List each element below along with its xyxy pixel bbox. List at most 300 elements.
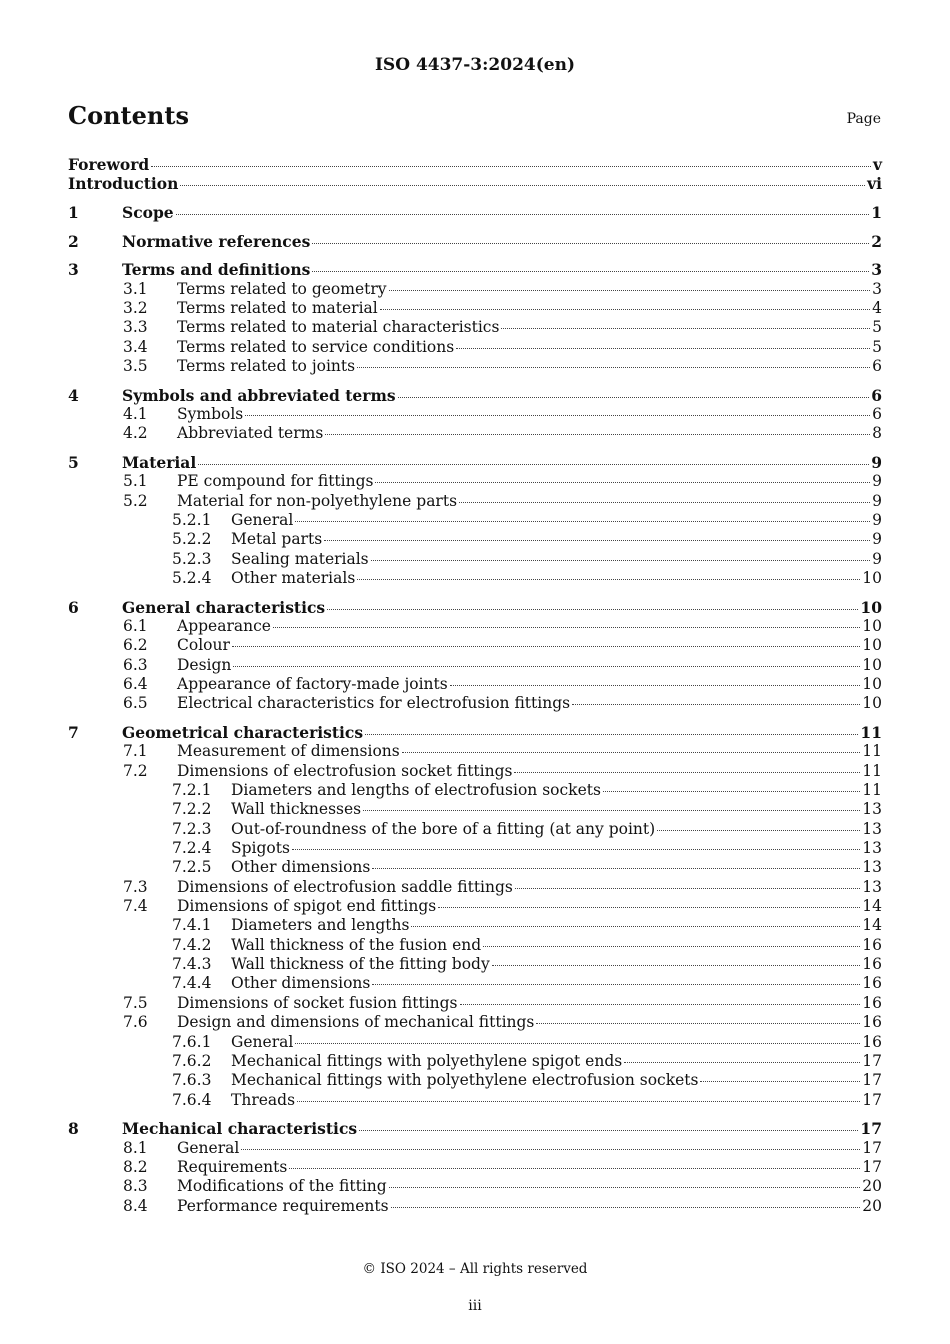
toc-entry-line: [231, 974, 882, 993]
toc-entry-title: Symbols and abbreviated terms: [122, 385, 396, 405]
toc-entry-page: 20: [862, 1196, 882, 1215]
toc-entry-line: [231, 839, 882, 858]
toc-dot-leader: [459, 502, 870, 503]
toc-entry-number: 3.5: [123, 356, 148, 375]
toc-entry[interactable]: [68, 597, 882, 616]
toc-entry-title: Symbols: [177, 404, 244, 423]
toc-entry-line: [68, 155, 882, 174]
toc-entry-title: Wall thickness of the fusion end: [231, 935, 482, 954]
toc-entry[interactable]: [68, 337, 882, 356]
toc-entry-number: 8.1: [123, 1138, 148, 1157]
toc-entry[interactable]: [68, 993, 882, 1012]
toc-dot-leader: [572, 704, 860, 705]
toc-dot-leader: [324, 540, 870, 541]
toc-entry[interactable]: [68, 317, 882, 336]
toc-entry-number: 5.1: [123, 472, 148, 491]
toc-entry[interactable]: [68, 1090, 882, 1109]
toc-entry-title: Dimensions of spigot end fittings: [177, 897, 437, 916]
toc-entry-line: [231, 530, 882, 549]
footer-page-number: iii: [468, 1298, 482, 1314]
toc-entry-page: 5: [872, 337, 882, 356]
toc-dot-leader: [536, 1023, 860, 1024]
toc-dot-leader: [389, 1187, 861, 1188]
toc-entry[interactable]: [68, 452, 882, 471]
contents-title: Contents: [68, 101, 189, 130]
toc-entry-number: 7.6: [123, 1013, 148, 1032]
toc-entry-line: [122, 203, 882, 222]
document-id-header: ISO 4437-3:2024(en): [374, 55, 575, 75]
toc-dot-leader: [492, 965, 861, 966]
toc-entry-page: 9: [872, 549, 882, 568]
toc-entry-title: Abbreviated terms: [177, 424, 324, 443]
toc-entry-page: 13: [862, 877, 882, 896]
toc-entry-line: [231, 569, 882, 588]
toc-dot-leader: [295, 1043, 860, 1044]
toc-entry-line: [177, 1139, 882, 1158]
toc-entry-page: 9: [872, 510, 882, 529]
toc-entry-title: Design: [177, 655, 232, 674]
toc-dot-leader: [375, 482, 870, 483]
toc-entry-title: Diameters and lengths: [231, 916, 410, 935]
toc-entry[interactable]: [68, 877, 882, 896]
toc-entry[interactable]: [68, 1157, 882, 1176]
toc-entry-title: Colour: [177, 636, 230, 655]
toc-dot-leader: [292, 849, 860, 850]
toc-entry-number: 7.6.4: [172, 1090, 212, 1109]
toc-entry-page: 8: [872, 424, 882, 443]
toc-entry-line: [177, 405, 882, 424]
toc-entry-line: [231, 800, 882, 819]
toc-entry-page: 10: [862, 694, 882, 713]
toc-entry-line: [177, 878, 882, 897]
toc-entry[interactable]: [68, 1196, 882, 1215]
toc-entry[interactable]: [68, 954, 882, 973]
table-of-contents: [68, 154, 882, 1215]
toc-entry-page: 14: [862, 916, 882, 935]
toc-entry-line: [122, 260, 882, 279]
toc-entry-title: Wall thicknesses: [231, 800, 362, 819]
toc-dot-leader: [438, 907, 860, 908]
toc-entry[interactable]: [68, 202, 882, 221]
toc-entry-title: Dimensions of electrofusion saddle fittings: [177, 877, 513, 896]
toc-entry-title: General: [231, 510, 294, 529]
toc-entry-page: 16: [862, 955, 882, 974]
toc-entry[interactable]: [68, 529, 882, 548]
toc-entry-page: 17: [862, 1157, 882, 1176]
toc-entry-page: 11: [862, 742, 882, 761]
toc-entry-number: 1: [68, 202, 79, 222]
toc-entry-number: 4.2: [123, 424, 148, 443]
toc-entry-line: [177, 299, 882, 318]
toc-entry-number: 5.2.2: [172, 530, 212, 549]
toc-dot-leader: [411, 926, 860, 927]
toc-entry-number: 7.2.2: [172, 800, 212, 819]
toc-entry[interactable]: [68, 471, 882, 490]
toc-entry-number: 3.2: [123, 298, 148, 317]
toc-entry[interactable]: [68, 1012, 882, 1031]
page-column-label: Page: [846, 111, 881, 127]
toc-entry-page: 16: [862, 1013, 882, 1032]
toc-entry[interactable]: [68, 154, 882, 173]
toc-entry[interactable]: [68, 404, 882, 423]
toc-entry-page: 10: [860, 597, 882, 617]
toc-entry-title: Material for non-polyethylene parts: [177, 491, 458, 510]
toc-entry-page: 9: [872, 472, 882, 491]
toc-entry-title: Dimensions of socket fusion fittings: [177, 993, 458, 1012]
toc-entry-title: Scope: [122, 202, 174, 222]
toc-entry[interactable]: [68, 838, 882, 857]
toc-dot-leader: [327, 609, 858, 610]
toc-entry-title: Appearance: [177, 617, 271, 635]
toc-entry-title: Terms and definitions: [122, 260, 311, 280]
toc-dot-leader: [483, 946, 860, 947]
footer-copyright: © ISO 2024 – All rights reserved: [362, 1261, 588, 1277]
toc-entry-page: vi: [867, 174, 882, 194]
toc-dot-leader: [514, 772, 860, 773]
toc-entry-number: 8.3: [123, 1177, 148, 1196]
toc-entry-title: Appearance of factory-made joints: [177, 675, 448, 694]
toc-entry-title: Spigots: [231, 839, 290, 858]
toc-entry[interactable]: [68, 616, 882, 635]
toc-entry-line: [68, 174, 882, 193]
toc-dot-leader: [233, 666, 860, 667]
toc-entry-page: 17: [862, 1071, 882, 1090]
toc-entry-title: Electrical characteristics for electrofusion fittings: [177, 694, 571, 713]
toc-entry-number: 7.2: [123, 761, 148, 780]
toc-entry-page: 6: [871, 385, 882, 405]
toc-entry-number: 2: [68, 231, 79, 251]
toc-entry-page: 6: [872, 404, 882, 423]
toc-entry-number: 7.4.3: [172, 955, 212, 974]
toc-entry-line: [231, 781, 882, 800]
toc-dot-leader: [357, 367, 870, 368]
toc-dot-leader: [312, 243, 869, 244]
toc-dot-leader: [398, 397, 870, 398]
toc-entry-number: 3.4: [123, 337, 148, 356]
toc-entry-title: Other materials: [231, 569, 356, 588]
toc-entry-page: 16: [862, 974, 882, 993]
toc-entry[interactable]: [68, 510, 882, 529]
toc-entry-line: [231, 1091, 882, 1110]
toc-entry-number: 5: [68, 452, 79, 472]
toc-entry-title: Terms related to geometry: [177, 279, 387, 298]
toc-entry-line: [231, 916, 882, 935]
toc-entry-line: [231, 511, 882, 530]
toc-entry[interactable]: [68, 935, 882, 954]
toc-entry-number: 6.5: [123, 694, 148, 713]
toc-entry-number: 3.1: [123, 279, 148, 298]
toc-entry[interactable]: [68, 1032, 882, 1051]
toc-entry[interactable]: [68, 635, 882, 654]
toc-entry-number: 3.3: [123, 318, 148, 337]
toc-entry-title: Mechanical characteristics: [122, 1119, 358, 1139]
toc-dot-leader: [232, 646, 860, 647]
toc-entry-line: [177, 424, 882, 443]
toc-entry-number: 8.4: [123, 1196, 148, 1215]
toc-entry-page: 11: [860, 723, 882, 743]
toc-entry-number: 7.6.3: [172, 1071, 212, 1090]
toc-dot-leader: [501, 328, 870, 329]
toc-entry-title: Normative references: [122, 231, 311, 251]
toc-dot-leader: [624, 1062, 860, 1063]
toc-entry-title: Introduction: [68, 174, 179, 194]
toc-entry[interactable]: [68, 356, 882, 375]
toc-entry-number: 4.1: [123, 404, 148, 423]
toc-dot-leader: [245, 415, 870, 416]
toc-entry-line: [177, 617, 882, 636]
toc-entry-number: 7.4: [123, 897, 148, 916]
toc-dot-leader: [389, 290, 871, 291]
toc-entry-page: 16: [862, 993, 882, 1012]
toc-dot-leader: [380, 309, 870, 310]
toc-entry-number: 7.4.2: [172, 935, 212, 954]
toc-entry[interactable]: [68, 298, 882, 317]
toc-entry-line: [177, 1177, 882, 1196]
toc-entry-page: 9: [872, 530, 882, 549]
toc-dot-leader: [198, 464, 869, 465]
toc-entry-number: 5.2: [123, 491, 148, 510]
toc-entry[interactable]: [68, 1118, 882, 1137]
toc-entry-title: Metal parts: [231, 530, 323, 549]
toc-entry-title: Material: [122, 452, 197, 472]
toc-dot-leader: [241, 1149, 860, 1150]
toc-entry-number: 7: [68, 723, 79, 743]
toc-entry-page: 13: [862, 858, 882, 877]
toc-entry-page: 17: [860, 1119, 882, 1139]
toc-entry-line: [231, 858, 882, 877]
toc-entry-line: [231, 550, 882, 569]
toc-entry[interactable]: [68, 1051, 882, 1070]
toc-entry-number: 7.3: [123, 877, 148, 896]
toc-entry-number: 3: [68, 260, 79, 280]
toc-entry-title: Terms related to service conditions: [177, 337, 455, 356]
toc-entry-page: 2: [871, 231, 882, 251]
toc-entry-number: 7.1: [123, 742, 148, 761]
toc-entry[interactable]: [68, 549, 882, 568]
toc-entry-line: [177, 742, 882, 761]
toc-dot-leader: [372, 984, 860, 985]
toc-entry-line: [177, 318, 882, 337]
toc-entry-line: [177, 897, 882, 916]
toc-entry-page: 10: [862, 675, 882, 694]
toc-entry[interactable]: [68, 799, 882, 818]
toc-entry-line: [231, 936, 882, 955]
toc-entry-number: 7.6.1: [172, 1032, 212, 1051]
toc-entry[interactable]: [68, 674, 882, 693]
toc-entry[interactable]: [68, 973, 882, 992]
toc-entry[interactable]: [68, 1138, 882, 1157]
toc-entry-line: [122, 598, 882, 617]
toc-entry-number: 7.4.4: [172, 974, 212, 993]
toc-entry-title: Dimensions of electrofusion socket fittings: [177, 761, 513, 780]
toc-dot-leader: [391, 1207, 861, 1208]
toc-dot-leader: [515, 888, 860, 889]
toc-entry-line: [122, 723, 882, 742]
toc-entry-title: General: [231, 1032, 294, 1051]
toc-entry[interactable]: [68, 1070, 882, 1089]
toc-entry-number: 5.2.1: [172, 510, 212, 529]
toc-entry-page: 11: [862, 761, 882, 780]
toc-entry-page: 9: [871, 452, 882, 472]
toc-entry-number: 6.2: [123, 636, 148, 655]
toc-entry-page: 1: [871, 202, 882, 222]
toc-entry-title: Performance requirements: [177, 1196, 389, 1215]
toc-entry-page: 10: [862, 655, 882, 674]
toc-entry-line: [122, 386, 882, 405]
toc-entry[interactable]: [68, 385, 882, 404]
toc-entry-title: Other dimensions: [231, 858, 371, 877]
toc-entry-number: 7.2.1: [172, 781, 212, 800]
toc-entry-title: Foreword: [68, 155, 150, 174]
toc-entry[interactable]: [68, 915, 882, 934]
toc-entry[interactable]: [68, 259, 882, 278]
toc-entry[interactable]: [68, 491, 882, 510]
toc-entry-line: [177, 472, 882, 491]
toc-entry-title: Modifications of the fitting: [177, 1177, 387, 1196]
toc-entry-title: Terms related to joints: [177, 356, 356, 375]
toc-entry-line: [177, 675, 882, 694]
toc-entry[interactable]: [68, 819, 882, 838]
toc-dot-leader: [325, 434, 870, 435]
toc-entry-title: Mechanical fittings with polyethylene electrofusion sockets: [231, 1071, 699, 1090]
toc-dot-leader: [657, 830, 860, 831]
toc-entry-number: 7.6.2: [172, 1051, 212, 1070]
toc-dot-leader: [273, 627, 860, 628]
toc-entry-title: Out-of-roundness of the bore of a fitting (at any point): [231, 819, 656, 838]
toc-dot-leader: [372, 868, 860, 869]
toc-entry-line: [122, 453, 882, 472]
toc-entry-line: [177, 694, 882, 713]
toc-entry-page: 10: [862, 569, 882, 588]
toc-entry[interactable]: [68, 423, 882, 442]
toc-dot-leader: [603, 791, 860, 792]
toc-dot-leader: [450, 685, 861, 686]
toc-dot-leader: [151, 166, 871, 167]
toc-entry[interactable]: [68, 693, 882, 712]
toc-entry-title: General characteristics: [122, 597, 326, 617]
toc-entry-title: PE compound for fittings: [177, 472, 374, 491]
toc-entry-title: Sealing materials: [231, 549, 369, 568]
toc-entry-number: 5.2.4: [172, 569, 212, 588]
toc-entry-number: 6.1: [123, 617, 148, 635]
toc-entry-page: 5: [872, 318, 882, 337]
toc-entry-page: 3: [871, 260, 882, 280]
toc-dot-leader: [363, 810, 860, 811]
toc-entry-page: 4: [872, 298, 882, 317]
toc-entry-title: Terms related to material: [177, 298, 378, 317]
toc-entry[interactable]: [68, 173, 882, 192]
toc-dot-leader: [289, 1168, 860, 1169]
toc-entry-page: 13: [862, 800, 882, 819]
toc-entry[interactable]: [68, 1176, 882, 1195]
toc-entry-page: 20: [862, 1177, 882, 1196]
toc-entry-title: Measurement of dimensions: [177, 742, 400, 761]
toc-entry-line: [231, 820, 882, 839]
toc-entry-line: [177, 1197, 882, 1216]
toc-entry-line: [231, 955, 882, 974]
toc-entry[interactable]: [68, 780, 882, 799]
toc-entry-page: 10: [862, 617, 882, 635]
toc-entry-line: [177, 636, 882, 655]
toc-entry-line: [177, 280, 882, 299]
toc-entry-number: 8.2: [123, 1157, 148, 1176]
toc-entry-page: 16: [862, 935, 882, 954]
toc-entry-page: 17: [862, 1051, 882, 1070]
toc-entry-line: [177, 338, 882, 357]
toc-entry-line: [177, 1158, 882, 1177]
toc-entry-line: [231, 1052, 882, 1071]
toc-entry[interactable]: [68, 741, 882, 760]
toc-entry-title: Terms related to material characteristics: [177, 318, 500, 337]
toc-entry-line: [177, 1013, 882, 1032]
toc-entry-line: [177, 492, 882, 511]
toc-dot-leader: [295, 521, 870, 522]
toc-entry-page: 9: [872, 491, 882, 510]
toc-entry-number: 6.4: [123, 675, 148, 694]
toc-entry-line: [177, 656, 882, 675]
toc-dot-leader: [297, 1101, 860, 1102]
toc-dot-leader: [402, 752, 861, 753]
toc-entry-page: 17: [862, 1138, 882, 1157]
toc-entry[interactable]: [68, 655, 882, 674]
toc-entry-line: [177, 357, 882, 376]
toc-entry-page: 6: [872, 356, 882, 375]
toc-entry[interactable]: [68, 761, 882, 780]
toc-entry-line: [231, 1033, 882, 1052]
toc-entry-title: Wall thickness of the fitting body: [231, 955, 490, 974]
toc-entry-number: 5.2.3: [172, 549, 212, 568]
toc-entry-line: [122, 232, 882, 251]
toc-dot-leader: [312, 271, 869, 272]
toc-entry-number: 7.2.4: [172, 839, 212, 858]
toc-entry-title: Geometrical characteristics: [122, 723, 364, 743]
toc-entry-line: [177, 762, 882, 781]
toc-entry[interactable]: [68, 279, 882, 298]
toc-dot-leader: [460, 1004, 861, 1005]
toc-dot-leader: [371, 560, 870, 561]
toc-entry-page: 3: [872, 279, 882, 298]
toc-entry-number: 8: [68, 1119, 79, 1139]
toc-entry-title: Threads: [231, 1090, 296, 1109]
toc-entry-title: Other dimensions: [231, 974, 371, 993]
toc-entry-title: General: [177, 1138, 240, 1157]
toc-entry[interactable]: [68, 896, 882, 915]
toc-entry-number: 6.3: [123, 655, 148, 674]
toc-dot-leader: [700, 1081, 860, 1082]
toc-entry-page: 11: [862, 781, 882, 800]
toc-entry[interactable]: [68, 722, 882, 741]
toc-entry-number: 7.2.3: [172, 819, 212, 838]
toc-entry-title: Diameters and lengths of electrofusion sockets: [231, 781, 601, 800]
toc-dot-leader: [180, 185, 865, 186]
toc-entry-title: Requirements: [177, 1157, 288, 1176]
toc-entry-number: 4: [68, 385, 79, 405]
toc-dot-leader: [357, 579, 860, 580]
toc-dot-leader: [359, 1130, 858, 1131]
toc-entry-number: 7.4.1: [172, 916, 212, 935]
toc-entry[interactable]: [68, 568, 882, 587]
toc-entry[interactable]: [68, 231, 882, 250]
toc-entry-page: 16: [862, 1032, 882, 1051]
toc-entry-page: 13: [862, 819, 882, 838]
toc-dot-leader: [176, 214, 870, 215]
toc-entry-title: Mechanical fittings with polyethylene spigot ends: [231, 1051, 623, 1070]
toc-entry[interactable]: [68, 857, 882, 876]
toc-entry-page: 13: [862, 839, 882, 858]
toc-entry-number: 7.5: [123, 993, 148, 1012]
toc-entry-page: 17: [862, 1090, 882, 1109]
toc-dot-leader: [456, 348, 870, 349]
